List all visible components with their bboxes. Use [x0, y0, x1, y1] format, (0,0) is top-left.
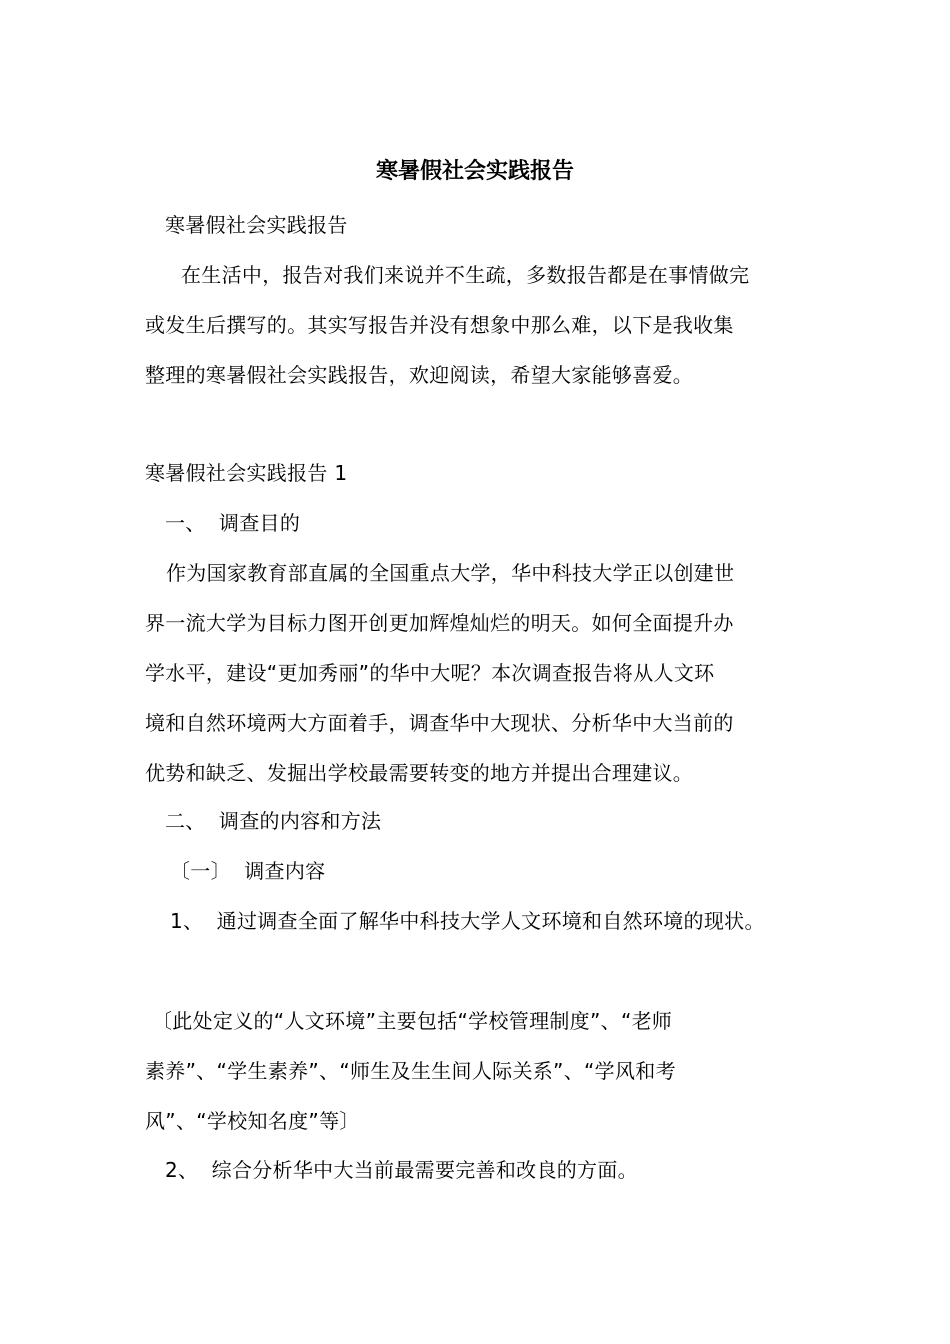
item-2: 2、 综合分析华中大当前最需要完善和改良的方面。 [165, 1158, 638, 1182]
section1-line-3: 学水平，建设“更加秀丽”的华中大呢？本次调查报告将从人文环 [145, 661, 715, 685]
document-title: 寒暑假社会实践报告 [375, 158, 574, 184]
note-line-3: 风”、“学校知名度”等〕 [145, 1109, 360, 1133]
section1-line-5: 优势和缺乏、发掘出学校最需要转变的地方并提出合理建议。 [145, 761, 694, 785]
section2-heading: 二、 调查的内容和方法 [165, 809, 382, 833]
intro-line-2: 或发生后撰写的。其实写报告并没有想象中那么难，以下是我收集 [145, 313, 734, 337]
section1-heading: 一、 调查目的 [165, 511, 301, 535]
intro-line-1: 在生活中，报告对我们来说并不生疏，多数报告都是在事情做完 [181, 263, 750, 287]
section1-line-2: 界一流大学为目标力图开创更加辉煌灿烂的明天。如何全面提升办 [145, 611, 734, 635]
report1-heading: 寒暑假社会实践报告 1 [145, 461, 348, 485]
intro-line-3: 整理的寒暑假社会实践报告，欢迎阅读，希望大家能够喜爱。 [145, 363, 694, 387]
document-subtitle: 寒暑假社会实践报告 [165, 213, 348, 237]
item-1: 1、 通过调查全面了解华中科技大学人文环境和自然环境的现状。 [170, 909, 765, 933]
section1-line-4: 境和自然环境两大方面着手，调查华中大现状、分析华中大当前的 [145, 711, 734, 735]
subsection1-heading: 〔一〕 调查内容 [170, 859, 326, 883]
section1-line-1: 作为国家教育部直属的全国重点大学，华中科技大学正以创建世 [166, 561, 735, 585]
note-line-1: 〔此处定义的“人文环境”主要包括“学校管理制度”、“老师 [152, 1009, 673, 1033]
note-line-2: 素养”、“学生素养”、“师生及生生间人际关系”、“学风和考 [145, 1059, 676, 1083]
